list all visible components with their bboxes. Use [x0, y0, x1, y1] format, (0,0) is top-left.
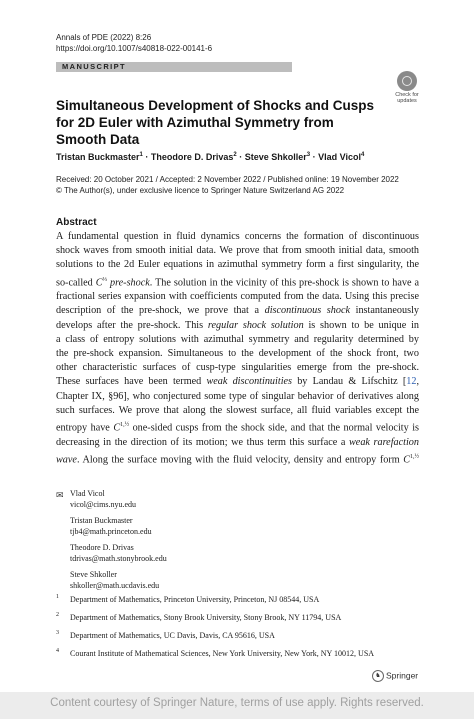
- check-updates-icon: [397, 71, 417, 91]
- doi-link[interactable]: https://doi.org/10.1007/s40818-022-00141-6: [56, 44, 213, 53]
- abstract-line: such surfaces. We prove that along the slowest surface, all fluid variables except the: [56, 404, 419, 416]
- publication-info: [56, 174, 436, 196]
- abstract-line: a class of entropy solutions with azimuthal symmetry and regularity determined by: [56, 333, 419, 345]
- springer-horse-icon: ♞: [372, 670, 384, 682]
- affiliation-list: [56, 594, 436, 666]
- contact-name: Tristan Buckmaster: [70, 516, 133, 525]
- author-affiliation-mark: 2: [233, 152, 237, 158]
- contact-entry: [70, 569, 270, 591]
- author-affiliation-mark: 3: [306, 152, 311, 158]
- affiliation-number: 1: [56, 594, 59, 600]
- abstract-line: so-called $C^{\frac{1}{3}}$ pre-shock. The solution in the vicinity of this pre-shock is shown to have a: [56, 276, 419, 288]
- affiliation-item: [56, 594, 436, 605]
- manuscript-label: MANUSCRIPT: [62, 62, 126, 71]
- abstract-line: These surfaces have been termed weak discontinuities by Landau & Lifschitz [12,: [56, 376, 419, 388]
- footer-notice: Content courtesy of Springer Nature, terms of use apply. Rights reserved.: [50, 697, 424, 709]
- abstract-line: other characteristic surfaces of cusp-type singularities emerge from the pre-shock.: [56, 362, 419, 374]
- contact-list: [70, 488, 270, 596]
- publication-dates: Received: 20 October 2021 / Accepted: 2 November 2022 / Published online: 19 November 2022: [56, 175, 399, 184]
- author-list: [56, 149, 436, 163]
- affiliation-number: 4: [56, 648, 59, 654]
- author-name: Tristan Buckmaster: [56, 152, 140, 162]
- abstract-line: the pre-shock expansion. Simultaneous to the development of the shock front, two: [56, 348, 419, 360]
- author-name: Vlad Vicol: [318, 152, 361, 162]
- contact-email[interactable]: tjb4@math.princeton.edu: [70, 527, 152, 536]
- contact-email[interactable]: tdrivas@math.stonybrook.edu: [70, 554, 167, 563]
- abstract-line: develops after the pre-shock. This regular shock solution is shown to be unique in: [56, 319, 419, 331]
- abstract-line: A fundamental question in fluid dynamics concerns the formation of discontinuous: [56, 231, 419, 242]
- paper-title: Simultaneous Development of Shocks and Cusps for 2D Euler with Azimuthal Symmetry from Smooth Data: [56, 98, 375, 147]
- author-separator: ·: [236, 152, 245, 162]
- abstract-body: [56, 230, 419, 467]
- author-separator: ·: [310, 152, 319, 162]
- affiliation-number: 2: [56, 612, 59, 618]
- affiliation-text: Department of Mathematics, UC Davis, Davis, CA 95616, USA: [70, 631, 275, 640]
- affiliation-item: [56, 630, 436, 641]
- affiliation-item: [56, 648, 436, 659]
- check-updates-label: Check for updates: [395, 92, 419, 104]
- contact-entry: [70, 542, 270, 564]
- abstract-line: Chapter IX, §96], who conjectured some type of singular behavior of derivatives along: [56, 390, 419, 402]
- check-for-updates-badge[interactable]: [392, 71, 422, 104]
- abstract-line: solutions to the 2d Euler equations in azimuthal symmetry form a first singularity, the: [56, 259, 419, 271]
- affiliation-text: Department of Mathematics, Stony Brook University, Stony Brook, NY 11794, USA: [70, 613, 342, 622]
- contact-name: Steve Shkoller: [70, 570, 117, 579]
- affiliation-item: [56, 612, 436, 623]
- copyright-notice: © The Author(s), under exclusive licence to Springer Nature Switzerland AG 2022: [56, 186, 345, 195]
- contact-email[interactable]: vicol@cims.nyu.edu: [70, 500, 137, 509]
- author-name: Steve Shkoller: [244, 152, 307, 162]
- publisher-name: Springer: [386, 670, 419, 681]
- author-affiliation-mark: 1: [139, 152, 143, 158]
- abstract-heading: Abstract: [56, 217, 97, 228]
- author-name: Theodore D. Drivas: [150, 152, 234, 162]
- envelope-icon: ✉: [56, 490, 64, 500]
- author-separator: ·: [142, 152, 151, 162]
- contact-email[interactable]: shkoller@math.ucdavis.edu: [70, 581, 160, 590]
- affiliation-text: Courant Institute of Mathematical Sciences, New York University, New York, NY 10012, USA: [70, 649, 375, 658]
- contact-name: Theodore D. Drivas: [70, 543, 134, 552]
- journal-header: [56, 32, 212, 54]
- contact-entry: [70, 515, 270, 537]
- affiliation-number: 3: [56, 630, 59, 636]
- publisher-mark: [372, 670, 418, 682]
- journal-citation: Annals of PDE (2022) 8:26: [56, 33, 152, 42]
- contact-name: Vlad Vicol: [70, 489, 105, 498]
- contact-entry: [70, 488, 270, 510]
- abstract-line: entropy have $C^{1,\frac{1}{2}}$ one-sided cusps from the shock side, and that the normal velocity is: [56, 422, 419, 434]
- abstract-line: decreasing in the direction of its motion; we thus term this surface a weak rarefaction: [56, 436, 419, 448]
- affiliation-text: Department of Mathematics, Princeton University, Princeton, NJ 08544, USA: [70, 595, 320, 604]
- author-affiliation-mark: 4: [361, 152, 365, 158]
- abstract-line: fractional series expansion with coefficients computed from the data. Using this precise: [56, 291, 419, 303]
- abstract-line: shock waves from smooth initial data. We prove that from smooth initial data, smooth: [56, 245, 419, 257]
- abstract-line: wave. Along the surface moving with the fluid velocity, density and entropy form $C^{1,\frac{1}{2}}$: [56, 453, 419, 466]
- abstract-line: description of the pre-shock, we prove that a discontinuous shock instantaneously: [56, 305, 419, 317]
